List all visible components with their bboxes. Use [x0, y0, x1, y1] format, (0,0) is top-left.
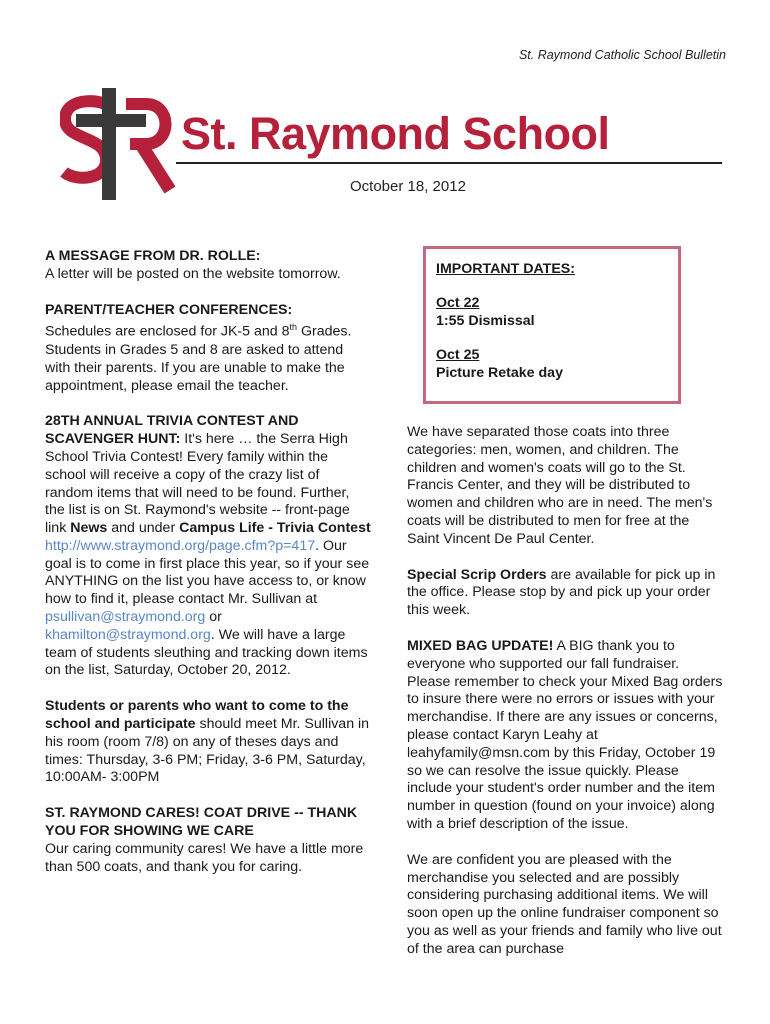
date-event: Picture Retake day [436, 365, 563, 382]
trivia-url-link[interactable]: http://www.straymond.org/page.cfm?p=417 [45, 537, 316, 554]
coats-distribution-section [407, 424, 725, 549]
conferences-body-2: Grades. Students in Grades 5 and 8 are asked to attend with their parents. If you are unable to make the appointment, please email the teacher. [45, 324, 352, 394]
left-column [45, 248, 371, 894]
trivia-and: and under [111, 520, 176, 537]
fundraiser-section [407, 852, 725, 959]
coat-drive-body: Our caring community cares! We have a little more than 500 coats, and thank you for caring. [45, 840, 364, 875]
superscript-th: th [289, 322, 298, 333]
important-dates-heading: IMPORTANT DATES: [436, 261, 575, 277]
fundraiser-body: We are confident you are pleased with the merchandise you selected and are possibly considering purchasing additional items. We will soon open up the online fundraiser component so you as well as your friends and family who live out of the area can purchase [407, 851, 722, 957]
date-event: 1:55 Dismissal [436, 312, 535, 329]
issue-date: October 18, 2012 [350, 178, 466, 195]
campus-life-label: Campus Life - Trivia Contest [179, 520, 371, 537]
trivia-body-2: . Our goal is to come in first place this year, so if your see ANYTHING on the list you have access to, or know how to find it, please contact Mr. Sullivan at [45, 537, 370, 608]
title-divider [176, 162, 722, 164]
message-section [45, 248, 371, 284]
conferences-body-1: Schedules are enclosed for JK-5 and 8 [45, 324, 290, 341]
school-name: St. Raymond School [181, 108, 610, 159]
right-column [407, 424, 725, 977]
trivia-heading: 28TH ANNUAL TRIVIA CONTEST AND SCAVENGER HUNT: [45, 413, 299, 448]
bulletin-title: St. Raymond Catholic School Bulletin [518, 48, 726, 62]
school-logo [60, 86, 178, 204]
students-heading: Students or parents who want to come to the school and participate [45, 698, 349, 733]
date-item [436, 295, 678, 331]
date-item [436, 347, 678, 383]
trivia-section [45, 413, 371, 680]
trivia-body-3: . We will have a large team of students sleuthing and tracking down items on the list, Saturday, October 20, 2012. [45, 626, 368, 679]
students-body: should meet Mr. Sullivan in his room (room 7/8) on any of theses days and times: Thursday, 3-6 PM; Friday, 3-6 PM, Saturday, 10:00AM- 3:00PM [45, 716, 370, 786]
conferences-section [45, 302, 371, 396]
coat-drive-heading: ST. RAYMOND CARES! COAT DRIVE -- THANK YOU FOR SHOWING WE CARE [45, 805, 358, 840]
students-section [45, 698, 371, 787]
message-heading: A MESSAGE FROM DR. ROLLE: [45, 248, 261, 264]
scrip-body: are available for pick up in the office. Please stop by and pick up your order this week. [407, 566, 716, 619]
trivia-body-1: It's here … the Serra High School Trivia Contest! Every family within the school will receive a copy of the crazy list of random items that will need to be found. Further, the list is on St. Raymond's website -- front-page link [45, 431, 350, 537]
date-label: Oct 25 [436, 347, 480, 364]
mixed-bag-heading: MIXED BAG UPDATE! [407, 637, 554, 654]
conferences-heading: PARENT/TEACHER CONFERENCES: [45, 301, 293, 318]
coat-drive-section [45, 805, 371, 876]
or-text: or [209, 609, 222, 626]
mixed-bag-body: A BIG thank you to everyone who supported our fall fundraiser. Please remember to check your Mixed Bag orders to insure there were no errors or issues with your merchandise. If there are any issues or concerns, please contact Karyn Leahy at leahyfamily@msn.com by this Friday, October 19 so we can resolve the issue quickly. Please include your student's order number and the item number in question (found on your invoice) along with a brief description of the issue. [407, 637, 723, 832]
mixed-bag-section [407, 638, 725, 834]
email-link-hamilton[interactable]: khamilton@straymond.org [45, 626, 211, 643]
important-dates-box [423, 246, 681, 404]
date-label: Oct 22 [436, 294, 480, 311]
message-body: A letter will be posted on the website tomorrow. [45, 265, 341, 282]
scrip-section [407, 567, 725, 620]
news-link-label: News [70, 520, 108, 537]
coats-distribution-body: We have separated those coats into three categories: men, women, and children. The children and women's coats will go to the St. Francis Center, and they will be distributed to women and children who are in need. The men's coats will be distributed to men for free at the Saint Vincent De Paul Center. [407, 424, 713, 547]
email-link-sullivan[interactable]: psullivan@straymond.org [45, 609, 206, 626]
scrip-heading: Special Scrip Orders [407, 566, 547, 583]
